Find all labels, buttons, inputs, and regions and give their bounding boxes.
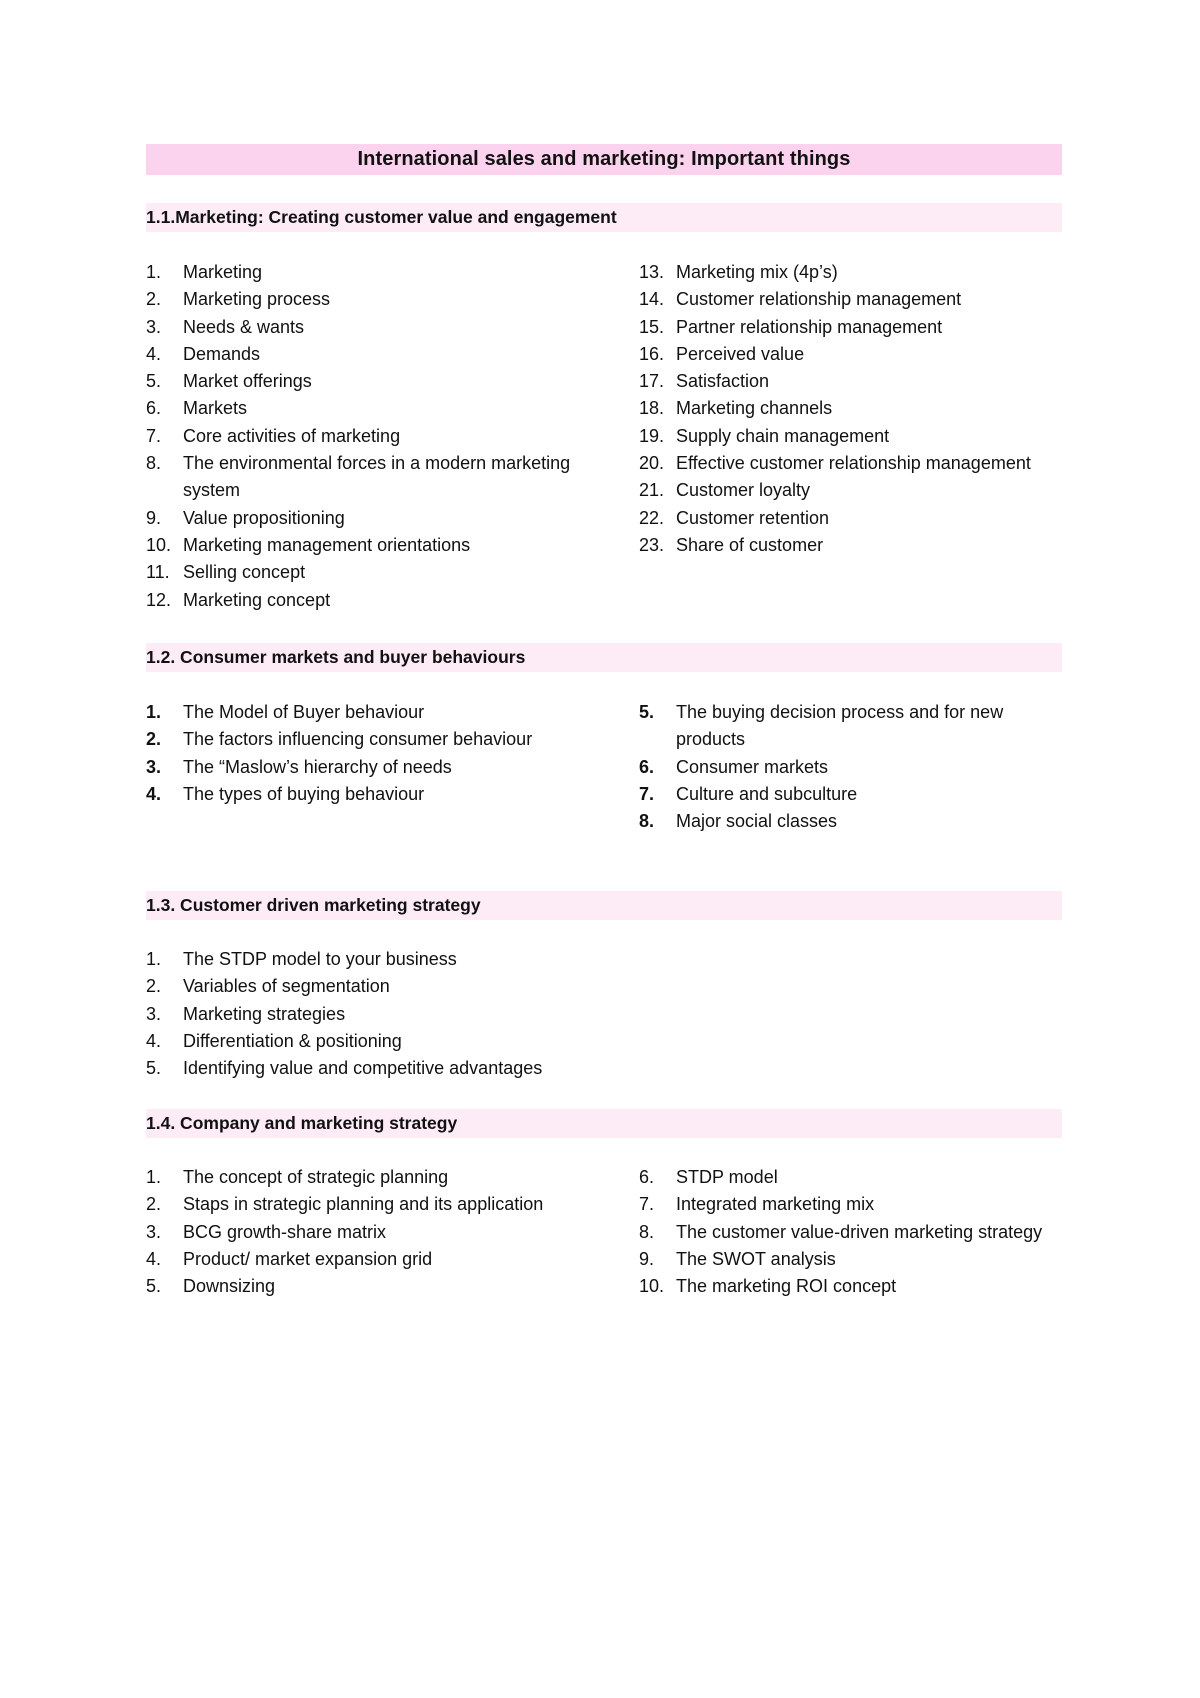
list-item-text: Product/ market expansion grid (183, 1248, 433, 1269)
section-heading: 1.2. Consumer markets and buyer behaviours (146, 643, 1062, 672)
list-item-number: 9. (146, 507, 162, 528)
list-item-text: Downsizing (183, 1276, 276, 1297)
list-item-number: 10. (146, 534, 172, 555)
list-item (146, 423, 626, 450)
list-item (146, 1028, 626, 1055)
list-item (146, 395, 626, 422)
right-column (639, 259, 1062, 559)
list-item-text: BCG growth-share matrix (183, 1221, 387, 1242)
list-item-number: 18. (639, 398, 665, 419)
list-item-number: 2. (146, 289, 162, 310)
list-item (146, 699, 626, 726)
list-item-text: Partner relationship management (676, 316, 943, 337)
list-item (146, 1001, 626, 1028)
list-item (639, 423, 1062, 450)
list-item-number: 3. (146, 756, 162, 777)
list-item-text: Demands (183, 343, 261, 364)
list-item-number: 20. (639, 453, 665, 474)
list-item-number: 7. (146, 425, 162, 446)
list-item (146, 259, 626, 286)
list-item-text: Markets (183, 398, 248, 419)
list-item-text: The concept of strategic planning (183, 1167, 449, 1187)
list-item-text: The “Maslow’s hierarchy of needs (183, 756, 452, 777)
list-item (146, 314, 626, 341)
section-1-3 (146, 891, 1062, 1079)
list-item (639, 1191, 1062, 1218)
list-item-number: 1. (146, 1167, 162, 1187)
section-1-2 (146, 643, 1062, 832)
list-item-text: The customer value-driven marketing strategy (676, 1221, 1043, 1242)
list-item (146, 286, 626, 313)
left-column (146, 946, 626, 1082)
list-item (639, 754, 1062, 781)
list-item-text: Customer retention (676, 507, 830, 528)
list-item (146, 1246, 626, 1273)
list-item-text: Selling concept (183, 562, 306, 583)
list-item (639, 341, 1062, 368)
list-item-text: The factors influencing consumer behaviour (183, 729, 533, 750)
list-item-number: 3. (146, 316, 162, 337)
list-item-number: 8. (639, 1221, 655, 1242)
list-item (639, 314, 1062, 341)
list-item-number: 8. (146, 453, 162, 474)
section-heading: 1.4. Company and marketing strategy (146, 1109, 1062, 1138)
left-column (146, 259, 626, 614)
right-column (639, 1164, 1062, 1300)
document-title: International sales and marketing: Important things (146, 144, 1062, 175)
list-item-number: 8. (639, 811, 655, 832)
left-column (146, 1164, 626, 1300)
list-item-number: 14. (639, 289, 665, 310)
list-item-text: The marketing ROI concept (676, 1276, 897, 1297)
right-column (639, 699, 1062, 835)
list-item-number: 5. (146, 1276, 162, 1297)
list-item (146, 1273, 626, 1300)
list-item (146, 559, 626, 586)
list-item (146, 341, 626, 368)
list-item-text: STDP model (676, 1167, 778, 1187)
list-item (639, 477, 1062, 504)
list-item-text: Marketing mix (4p’s) (676, 262, 838, 282)
list-item (146, 726, 626, 753)
list-item (639, 1246, 1062, 1273)
list-item-text: The buying decision process and for new products (676, 702, 1004, 750)
list-item-number: 12. (146, 589, 172, 610)
list-item-text: Consumer markets (676, 756, 829, 777)
list-item-number: 7. (639, 783, 655, 804)
list-item-number: 1. (146, 262, 162, 282)
list-item-text: Customer loyalty (676, 480, 811, 501)
list-item-number: 4. (146, 1248, 162, 1269)
list-item-text: Core activities of marketing (183, 425, 401, 446)
list-item-number: 1. (146, 702, 162, 722)
list-item (146, 1219, 626, 1246)
list-item-number: 2. (146, 1194, 162, 1215)
list-item (146, 1191, 626, 1218)
list-item-text: The SWOT analysis (676, 1248, 836, 1269)
list-item-text: Market offerings (183, 371, 312, 392)
list-item (639, 1219, 1062, 1246)
list-item (146, 368, 626, 395)
list-item-number: 4. (146, 343, 162, 364)
list-item-number: 4. (146, 783, 162, 804)
list-item-text: Marketing process (183, 289, 331, 310)
list-item (639, 505, 1062, 532)
list-item-text: Differentiation & positioning (183, 1030, 402, 1051)
section-1-4 (146, 1109, 1062, 1297)
list-item-text: Supply chain management (676, 425, 890, 446)
list-item (639, 532, 1062, 559)
list-item-number: 22. (639, 507, 665, 528)
list-item-text: The environmental forces in a modern marketing system (183, 453, 571, 501)
list-item-number: 5. (639, 702, 655, 722)
list-item-text: Effective customer relationship management (676, 453, 1031, 474)
list-item-text: Marketing concept (183, 589, 331, 610)
list-item-number: 21. (639, 480, 665, 501)
list-item-text: Marketing channels (676, 398, 833, 419)
list-item (639, 781, 1062, 808)
list-item-text: The types of buying behaviour (183, 783, 425, 804)
list-item (639, 395, 1062, 422)
list-item (146, 450, 626, 505)
list-item (146, 1055, 626, 1082)
list-item-text: Customer relationship management (676, 289, 962, 310)
list-item (146, 587, 626, 614)
left-column (146, 699, 626, 808)
list-item (146, 505, 626, 532)
list-item-text: Integrated marketing mix (676, 1194, 875, 1215)
list-item-number: 7. (639, 1194, 655, 1215)
section-1-1 (146, 203, 1062, 610)
list-item-number: 6. (639, 1167, 655, 1187)
list-item-text: Major social classes (676, 811, 838, 832)
list-item-text: Marketing (183, 262, 263, 282)
list-item-number: 9. (639, 1248, 655, 1269)
list-item-number: 19. (639, 425, 665, 446)
list-item (146, 946, 626, 973)
list-item-number: 23. (639, 534, 665, 555)
list-item-text: The Model of Buyer behaviour (183, 702, 425, 722)
list-item-text: Perceived value (676, 343, 805, 364)
list-item-number: 6. (146, 398, 162, 419)
section-heading: 1.3. Customer driven marketing strategy (146, 891, 1062, 920)
list-item-number: 17. (639, 371, 665, 392)
list-item (146, 973, 626, 1000)
list-item (639, 808, 1062, 835)
list-item (639, 450, 1062, 477)
list-item-number: 3. (146, 1221, 162, 1242)
list-item-text: Identifying value and competitive advantages (183, 1058, 543, 1079)
list-item-number: 5. (146, 371, 162, 392)
list-item-number: 6. (639, 756, 655, 777)
list-item-text: Staps in strategic planning and its application (183, 1194, 544, 1215)
list-item-number: 2. (146, 976, 162, 997)
list-item (146, 1164, 626, 1191)
list-item-number: 15. (639, 316, 665, 337)
list-item-number: 1. (146, 949, 162, 969)
list-item-text: Culture and subculture (676, 783, 858, 804)
list-item (146, 532, 626, 559)
list-item-number: 11. (146, 562, 170, 583)
list-item (639, 286, 1062, 313)
list-item-text: Needs & wants (183, 316, 305, 337)
list-item-text: Marketing management orientations (183, 534, 471, 555)
list-item-text: Share of customer (676, 534, 824, 555)
list-item-number: 2. (146, 729, 162, 750)
list-item-text: Variables of segmentation (183, 976, 390, 997)
list-item-text: Value propositioning (183, 507, 345, 528)
list-item (146, 754, 626, 781)
list-item (639, 368, 1062, 395)
list-item (639, 259, 1062, 286)
list-item-number: 5. (146, 1058, 162, 1079)
list-item-text: Satisfaction (676, 371, 770, 392)
section-heading: 1.1.Marketing: Creating customer value and engagement (146, 203, 1062, 232)
list-item-number: 10. (639, 1276, 665, 1297)
list-item-text: Marketing strategies (183, 1003, 346, 1024)
list-item-text: The STDP model to your business (183, 949, 457, 969)
list-item-number: 13. (639, 262, 665, 282)
list-item (146, 781, 626, 808)
list-item (639, 1164, 1062, 1191)
list-item-number: 16. (639, 343, 665, 364)
list-item (639, 699, 1062, 754)
list-item (639, 1273, 1062, 1300)
list-item-number: 4. (146, 1030, 162, 1051)
list-item-number: 3. (146, 1003, 162, 1024)
